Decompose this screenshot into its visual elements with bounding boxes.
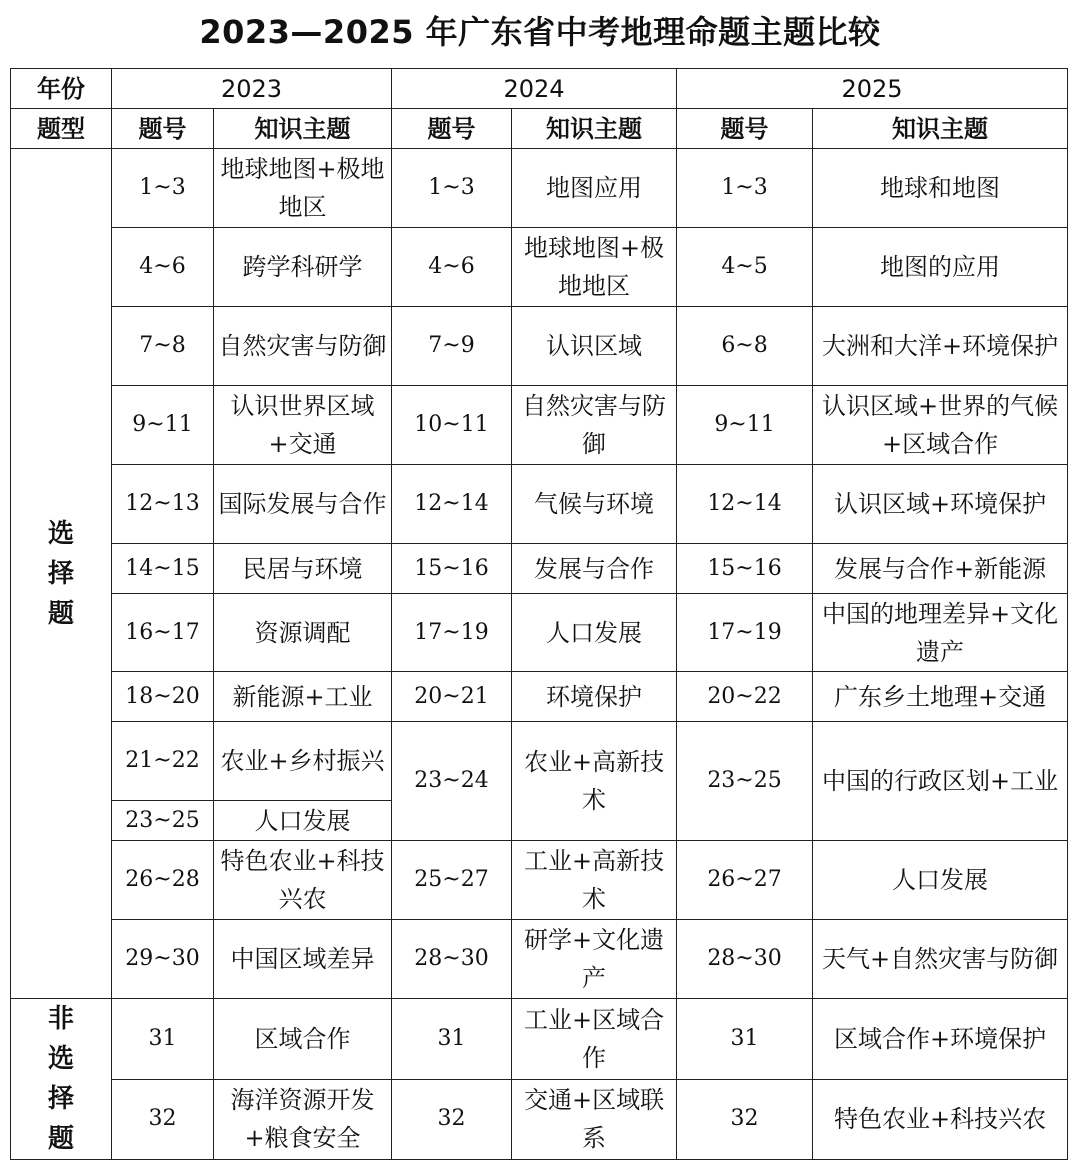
q-2023: 14~15: [112, 544, 214, 594]
topic-2025: 地球和地图: [813, 149, 1068, 228]
q-2023: 26~28: [112, 841, 214, 920]
q-2025: 9~11: [677, 386, 813, 465]
q-2025: 4~5: [677, 228, 813, 307]
topic-2025: 地图的应用: [813, 228, 1068, 307]
table-row: [11, 999, 1068, 1080]
q-2024: 28~30: [392, 920, 512, 999]
q-2023: 32: [112, 1079, 214, 1160]
topic-2024: 自然灾害与防御: [512, 386, 677, 465]
topic-2024: 地球地图+极地地区: [512, 228, 677, 307]
q-2025: 6~8: [677, 307, 813, 386]
topic-2023: 地球地图+极地地区: [214, 149, 392, 228]
table-row: [11, 672, 1068, 722]
topic-2023: 资源调配: [214, 594, 392, 672]
q-2025: 20~22: [677, 672, 813, 722]
q-2024: 20~21: [392, 672, 512, 722]
q-2024: 23~24: [392, 722, 512, 841]
topic-2025: 广东乡土地理+交通: [813, 672, 1068, 722]
topic-2023: 农业+乡村振兴: [214, 722, 392, 801]
table-row: [11, 386, 1068, 465]
q-header-2024: 题号: [392, 109, 512, 149]
q-header-2023: 题号: [112, 109, 214, 149]
topic-2023: 区域合作: [214, 999, 392, 1080]
q-2023: 1~3: [112, 149, 214, 228]
q-2023: 12~13: [112, 465, 214, 544]
q-2024: 31: [392, 999, 512, 1080]
table-row: [11, 920, 1068, 999]
year-2023-header: 2023: [112, 69, 392, 109]
table-row: [11, 594, 1068, 672]
topic-2023: 海洋资源开发+粮食安全: [214, 1079, 392, 1160]
year-2024-header: 2024: [392, 69, 677, 109]
topic-2023: 认识世界区域+交通: [214, 386, 392, 465]
q-2023: 4~6: [112, 228, 214, 307]
table-row: [11, 722, 1068, 801]
topic-2024: 环境保护: [512, 672, 677, 722]
q-2025: 12~14: [677, 465, 813, 544]
topic-2025: 特色农业+科技兴农: [813, 1079, 1068, 1160]
topic-2025: 人口发展: [813, 841, 1068, 920]
q-2025: 32: [677, 1079, 813, 1160]
topic-2023: 特色农业+科技兴农: [214, 841, 392, 920]
topic-2024: 地图应用: [512, 149, 677, 228]
table-row: [11, 149, 1068, 228]
q-2024: 12~14: [392, 465, 512, 544]
topic-2023: 人口发展: [214, 801, 392, 841]
q-2023: 18~20: [112, 672, 214, 722]
q-2024: 1~3: [392, 149, 512, 228]
comparison-table: [10, 68, 1068, 1160]
table-row: [11, 307, 1068, 386]
q-2024: 32: [392, 1079, 512, 1160]
topic-2025: 发展与合作+新能源: [813, 544, 1068, 594]
topic-2024: 气候与环境: [512, 465, 677, 544]
table-row: [11, 465, 1068, 544]
table-row: [11, 1079, 1068, 1160]
topic-2023: 新能源+工业: [214, 672, 392, 722]
topic-2023: 跨学科研学: [214, 228, 392, 307]
q-2023: 9~11: [112, 386, 214, 465]
topic-2023: 民居与环境: [214, 544, 392, 594]
q-2025: 17~19: [677, 594, 813, 672]
q-2023: 16~17: [112, 594, 214, 672]
topic-header-2024: 知识主题: [512, 109, 677, 149]
q-2025: 28~30: [677, 920, 813, 999]
topic-header-2023: 知识主题: [214, 109, 392, 149]
q-2023: 7~8: [112, 307, 214, 386]
topic-2025: 中国的行政区划+工业: [813, 722, 1068, 841]
topic-2024: 工业+高新技术: [512, 841, 677, 920]
table-row: [11, 228, 1068, 307]
topic-2023: 自然灾害与防御: [214, 307, 392, 386]
topic-2025: 认识区域+环境保护: [813, 465, 1068, 544]
year-header-label: 年份: [11, 69, 112, 109]
q-2025: 26~27: [677, 841, 813, 920]
q-2024: 15~16: [392, 544, 512, 594]
section-nonchoice: 非选择题: [11, 999, 112, 1160]
year-2025-header: 2025: [677, 69, 1068, 109]
topic-2024: 研学+文化遗产: [512, 920, 677, 999]
topic-header-2025: 知识主题: [813, 109, 1068, 149]
topic-2024: 农业+高新技术: [512, 722, 677, 841]
table-row: [11, 544, 1068, 594]
q-2024: 17~19: [392, 594, 512, 672]
type-header-label: 题型: [11, 109, 112, 149]
topic-2025: 天气+自然灾害与防御: [813, 920, 1068, 999]
topic-2024: 发展与合作: [512, 544, 677, 594]
topic-2023: 国际发展与合作: [214, 465, 392, 544]
section-choice: 选择题: [11, 149, 112, 999]
q-2024: 25~27: [392, 841, 512, 920]
topic-2025: 认识区域+世界的气候+区域合作: [813, 386, 1068, 465]
q-2023: 29~30: [112, 920, 214, 999]
topic-2024: 人口发展: [512, 594, 677, 672]
q-2024: 4~6: [392, 228, 512, 307]
topic-2024: 工业+区域合作: [512, 999, 677, 1080]
q-2025: 23~25: [677, 722, 813, 841]
q-2024: 10~11: [392, 386, 512, 465]
q-2025: 15~16: [677, 544, 813, 594]
topic-2025: 大洲和大洋+环境保护: [813, 307, 1068, 386]
q-2025: 1~3: [677, 149, 813, 228]
q-2024: 7~9: [392, 307, 512, 386]
page-title: 2023—2025 年广东省中考地理命题主题比较: [199, 13, 881, 51]
table-row: [11, 841, 1068, 920]
topic-2023: 中国区域差异: [214, 920, 392, 999]
q-2023: 21~22: [112, 722, 214, 801]
topic-2024: 认识区域: [512, 307, 677, 386]
q-header-2025: 题号: [677, 109, 813, 149]
topic-2025: 中国的地理差异+文化遗产: [813, 594, 1068, 672]
q-2023: 23~25: [112, 801, 214, 841]
topic-2025: 区域合作+环境保护: [813, 999, 1068, 1080]
topic-2024: 交通+区域联系: [512, 1079, 677, 1160]
q-2023: 31: [112, 999, 214, 1080]
q-2025: 31: [677, 999, 813, 1080]
